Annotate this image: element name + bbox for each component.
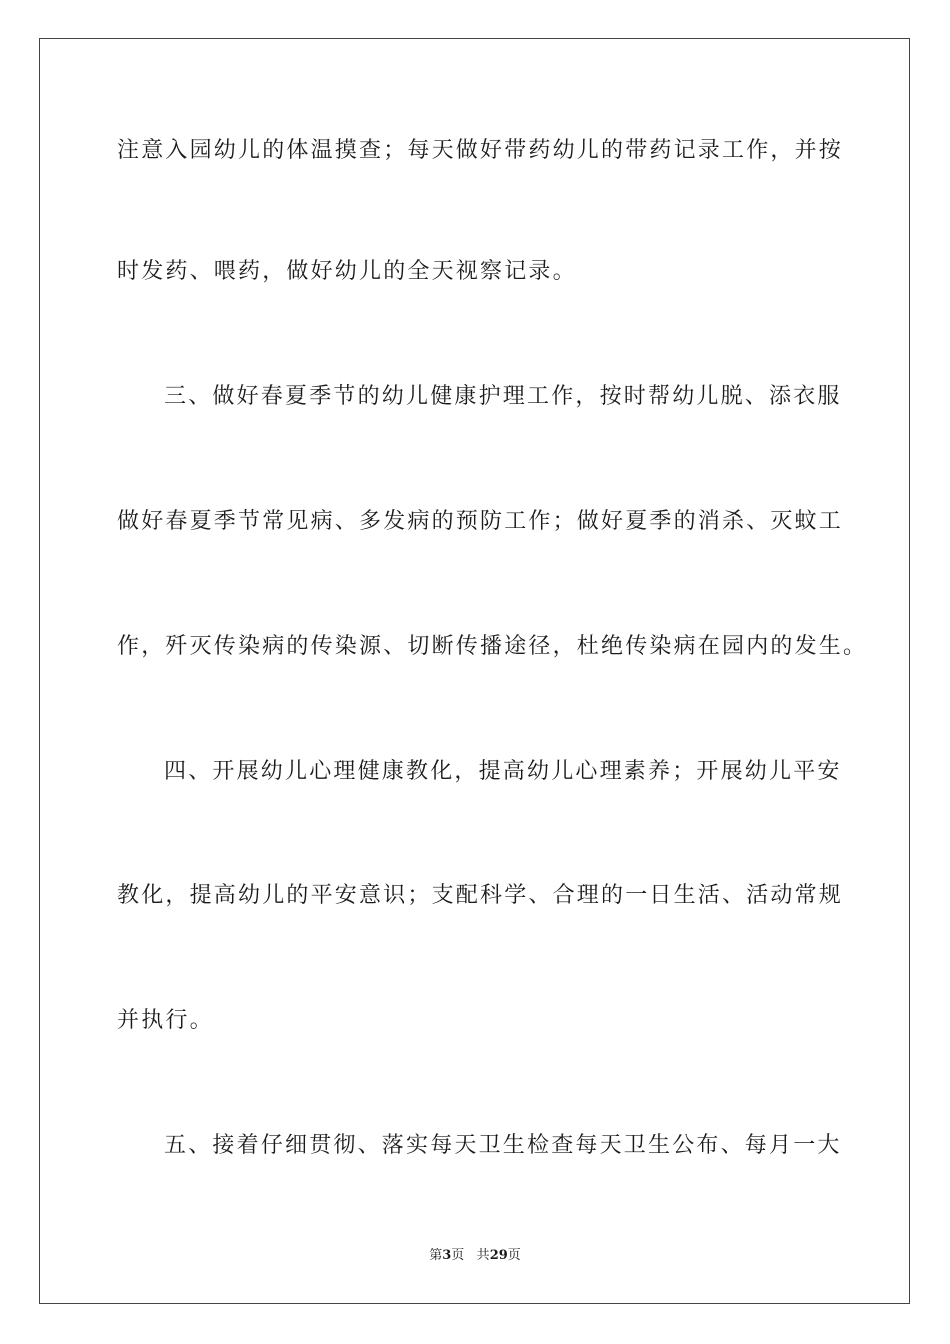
paragraph-five-line-1: 五、接着仔细贯彻、落实每天卫生检查每天卫生公布、每月一大	[164, 1133, 842, 1158]
paragraph-three-line-2: 做好春夏季节常见病、多发病的预防工作；做好夏季的消杀、灭蚊工	[117, 509, 844, 534]
paragraph-four-line-2: 教化，提高幼儿的平安意识；支配科学、合理的一日生活、活动常规	[117, 883, 844, 908]
footer-page-number: 3	[442, 1248, 452, 1263]
footer-page-prefix: 第	[429, 1248, 443, 1263]
footer-page-suffix: 页	[451, 1248, 465, 1263]
paragraph-four-line-1: 四、开展幼儿心理健康教化，提高幼儿心理素养；开展幼儿平安	[164, 759, 842, 784]
page-footer	[0, 1248, 950, 1264]
body-line-1: 注意入园幼儿的体温摸查；每天做好带药幼儿的带药记录工作，并按	[117, 138, 844, 163]
footer-total-suffix: 页	[507, 1248, 521, 1263]
paragraph-three-line-3: 作，歼灭传染病的传染源、切断传播途径，杜绝传染病在园内的发生。	[117, 634, 868, 659]
paragraph-three-line-1: 三、做好春夏季节的幼儿健康护理工作，按时帮幼儿脱、添衣服	[164, 384, 842, 409]
footer-total-pages: 29	[489, 1248, 508, 1263]
footer-total-prefix: 共	[476, 1248, 490, 1263]
body-line-2: 时发药、喂药，做好幼儿的全天视察记录。	[117, 259, 577, 284]
page-frame	[39, 38, 910, 1304]
paragraph-four-line-3: 并执行。	[117, 1008, 214, 1033]
